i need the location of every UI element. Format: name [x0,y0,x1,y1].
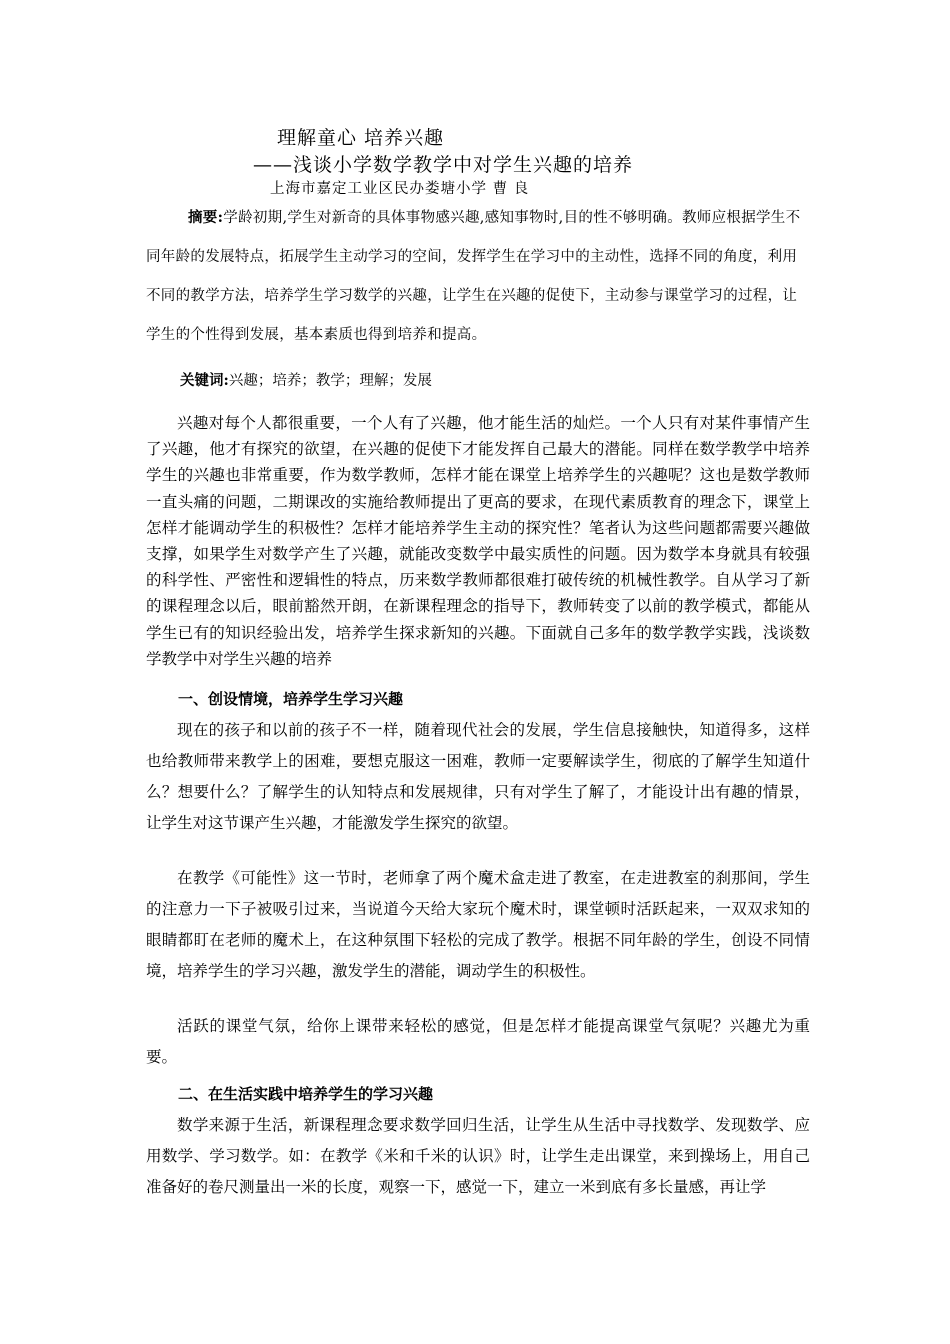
author-line: 上海市嘉定工业区民办娄塘小学 曹 良 [270,181,530,197]
abstract-text: 学龄初期,学生对新奇的具体事物感兴趣,感知事物时,目的性不够明确。教师应根据学生不同年龄的发展特点，拓展学生主动学习的空间，发挥学生在学习中的主动性，选择不同的角度，利用不同的教学方法，培养学生学习数学的兴趣，让学生在兴趣的促使下，主动参与课堂学习的过程，让学生的个性得到发展，基本素质也得到培养和提高。 [146,210,801,343]
keywords-text: 兴趣；培养；教学；理解；发展 [228,373,432,389]
abstract-paragraph [146,198,810,355]
document-subtitle: ——浅谈小学数学教学中对学生兴趣的培养 [253,154,634,176]
section1-paragraph-2: 在教学《可能性》这一节时，老师拿了两个魔术盒走进了教室，在走进教室的刹那间，学生的注意力一下子被吸引过来，当说道今天给大家玩个魔术时，课堂顿时活跃起来，一双双求知的眼睛都盯在老师的魔术上，在这种氛围下轻松的完成了教学。根据不同年龄的学生，创设不同情境，培养学生的学习兴趣，激发学生的潜能，调动学生的积极性。 [146,869,810,980]
section2-paragraph-1: 数学来源于生活，新课程理念要求数学回归生活，让学生从生活中寻找数学、发现数学、应用数学、学习数学。如：在教学《米和千米的认识》时，让学生走出课堂，来到操场上，用自己准备好的卷尺测量出一米的长度，观察一下，感觉一下，建立一米到底有多长量感，再让学 [146,1116,810,1196]
section1-heading: 一、创设情境，培养学生学习兴趣 [178,690,404,708]
keywords-label: 关键词: [180,372,229,389]
abstract-label: 摘要: [188,209,224,226]
section1-paragraph-1: 现在的孩子和以前的孩子不一样，随着现代社会的发展，学生信息接触快，知道得多，这样也给教师带来教学上的困难，要想克服这一困难，教师一定要解读学生，彻底的了解学生知道什么？想要什么？了解学生的认知特点和发展规律，只有对学生了解了，才能设计出有趣的情景，让学生对这节课产生兴趣，才能激发学生探究的欲望。 [146,721,810,832]
keywords-line [180,369,432,390]
document-title: 理解童心 培养兴趣 [277,127,445,149]
intro-paragraph: 兴趣对每个人都很重要，一个人有了兴趣，他才能生活的灿烂。一个人只有对某件事情产生了兴趣，他才有探究的欲望，在兴趣的促使下才能发挥自己最大的潜能。同样在数学教学中培养学生的兴趣也非常重要，作为数学教师，怎样才能在课堂上培养学生的兴趣呢？这也是数学教师一直头痛的问题，二期课改的实施给教师提出了更高的要求，在现代素质教育的理念下，课堂上怎样才能调动学生的积极性？怎样才能培养学生主动的探究性？笔者认为这些问题都需要兴趣做支撑，如果学生对数学产生了兴趣，就能改变数学中最实质性的问题。因为数学本身就具有较强的科学性、严密性和逻辑性的特点，历来数学教师都很难打破传统的机械性教学。自从学习了新的课程理念以后，眼前豁然开朗，在新课程理念的指导下，教师转变了以前的教学模式，都能从学生已有的知识经验出发，培养学生探求新知的兴趣。下面就自己多年的数学教学实践，浅谈数学教学中对学生兴趣的培养 [146,414,810,668]
section2-heading: 二、在生活实践中培养学生的学习兴趣 [178,1085,434,1103]
section1-paragraph-3: 活跃的课堂气氛，给你上课带来轻松的感觉，但是怎样才能提高课堂气氛呢？兴趣尤为重要。 [146,1017,810,1066]
